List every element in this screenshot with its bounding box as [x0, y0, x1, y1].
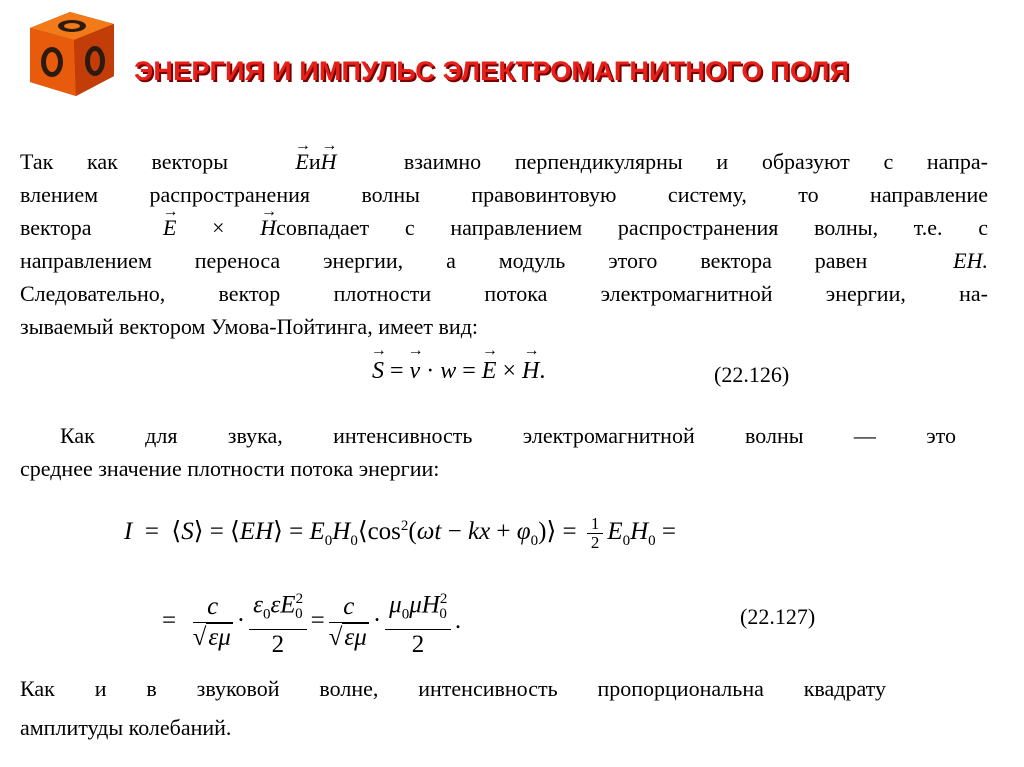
text-line: [20, 145, 988, 178]
text-line: среднее значение плотности потока энергии:: [20, 456, 440, 481]
equation-number: (22.126): [714, 362, 790, 387]
text-fragment: Так как векторы: [20, 149, 229, 174]
vector-e: → E: [295, 145, 308, 178]
equation-intensity-line2: = $\frac{c}{√\varepsilon\mu}$ · $\frac{\varepsilon_0\varepsilon E^2_0}{2}$ = $\frac{c}{√\varepsilon\mu}$ · $\frac{\mu_0\mu H^2_0}{2}$ .: [162, 584, 461, 660]
paragraph-poynting: [20, 145, 988, 343]
page-title: ЭНЕРГИЯ И ИМПУЛЬС ЭЛЕКТРОМАГНИТНОГО ПОЛЯ: [134, 56, 850, 86]
vector-h: → H: [260, 211, 276, 244]
text-line: вектора → E × → Hсовпадает с направлением распространения волны, т.е. с: [20, 211, 988, 244]
text-fragment: и: [308, 149, 321, 174]
text-line: зываемый вектором Умова-Пойтинга, имеет вид:: [20, 314, 478, 339]
vector-h: → H: [321, 145, 337, 178]
paragraph-conclusion: [20, 672, 886, 744]
paragraph-intensity: [20, 419, 956, 485]
text-line: амплитуды колебаний.: [20, 715, 232, 740]
cube-logo-icon: [22, 6, 122, 102]
equation-intensity-line1: I = ⟨S⟩ = ⟨EH⟩ = $E_0H_0⟨\cos^2(\omega t$ − kx + $\varphi_0)⟩$ = $\frac{1}{2}$ $E_0H_0$ =: [124, 514, 677, 552]
vector-e: → E: [163, 211, 176, 244]
text-fragment: направлением переноса энергии, а модуль этого вектора равен: [20, 248, 868, 273]
text-line: [20, 244, 988, 277]
text-fragment: взаимно перпендикулярны и образуют с напра-: [403, 149, 988, 174]
text-line: Как и в звуковой волне, интенсивность пропорциональна квадрату: [20, 676, 886, 701]
equation-poynting: → S = → v · w = → E × → H.: [372, 358, 545, 385]
math-expression: EH.: [953, 248, 988, 273]
equation-number: (22.127): [740, 604, 816, 629]
text-line: Следовательно, вектор плотности потока электромагнитной энергии, на-: [20, 281, 988, 306]
text-fragment: вектора: [20, 215, 92, 240]
text-line: Как для звука, интенсивность электромагнитной волны — это: [60, 423, 956, 448]
text-fragment: совпадает с направлением распространения волны, т.е. с: [276, 215, 989, 240]
text-line: влением распространения волны правовинтовую систему, то направление: [20, 182, 988, 207]
